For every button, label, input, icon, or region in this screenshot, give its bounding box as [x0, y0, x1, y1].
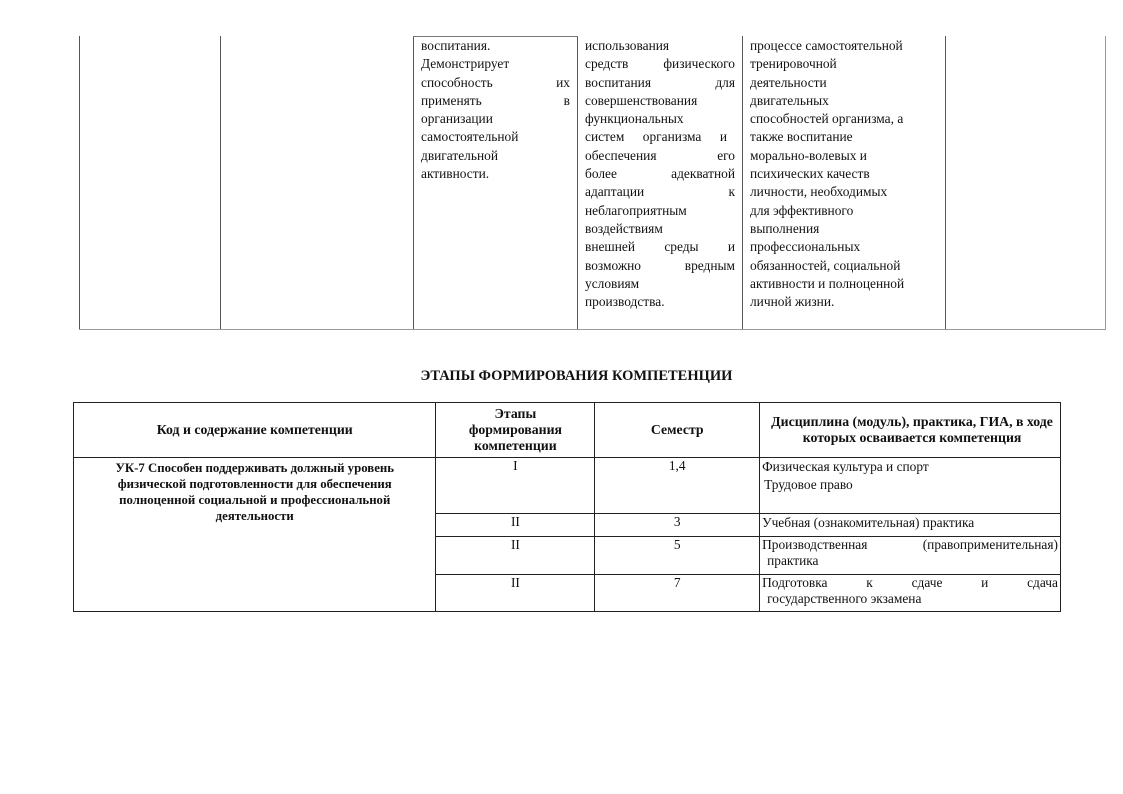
- text-line: двигательной: [421, 147, 499, 163]
- text-line: воздействиям: [585, 220, 663, 236]
- cell-demonstrates-ability: [421, 37, 570, 183]
- text-line: личной жизни.: [750, 294, 835, 310]
- word: возможно: [585, 257, 641, 273]
- semester-cell: 1,4: [595, 458, 760, 514]
- stage-cell: I: [436, 458, 595, 514]
- word: к: [866, 575, 873, 590]
- text-line: тренировочной: [750, 56, 837, 72]
- text-line: выполнения: [750, 220, 820, 236]
- header-semester: Семестр: [595, 403, 760, 458]
- competence-stages-table: [73, 402, 1061, 612]
- word: физического: [663, 56, 735, 72]
- discipline-cell: [760, 458, 1061, 514]
- word: к: [728, 184, 735, 200]
- word: его: [717, 147, 735, 163]
- cell-use-of-means: [585, 37, 735, 311]
- text-line: [585, 128, 727, 146]
- word: и: [727, 239, 735, 255]
- stage-cell: II: [436, 514, 595, 537]
- column-divider-2: [413, 36, 414, 329]
- word: Производственная: [762, 537, 868, 552]
- word: Подготовка: [762, 575, 828, 590]
- text-line: самостоятельной: [421, 129, 519, 145]
- text-line: совершенствования: [585, 92, 698, 108]
- text-line: [585, 238, 735, 256]
- text-line: двигательных: [750, 92, 829, 108]
- text-line: производства.: [585, 294, 665, 310]
- text-line: активности.: [421, 166, 490, 182]
- word: применять: [421, 92, 482, 108]
- text-line: воспитания.: [421, 38, 491, 53]
- semester-cell: 5: [595, 537, 760, 575]
- text-line: [585, 257, 735, 275]
- text-line: Демонстрирует: [421, 56, 510, 72]
- text-line: также воспитание: [750, 129, 853, 145]
- text-line: использования: [585, 38, 670, 53]
- word: их: [556, 74, 570, 90]
- text-line: [585, 147, 735, 165]
- column-divider-1: [220, 36, 221, 329]
- word: средств: [585, 56, 629, 72]
- stage-cell: II: [436, 575, 595, 612]
- word: среды: [664, 239, 699, 255]
- discipline-line: [762, 537, 1058, 553]
- text-line: личности, необходимых: [750, 184, 888, 200]
- text-line: морально-волевых и: [750, 147, 867, 163]
- table-row: [74, 458, 1061, 514]
- discipline-cell: [760, 575, 1061, 612]
- word: систем: [585, 129, 625, 145]
- table-border-right: [1105, 36, 1106, 329]
- word: сдаче: [911, 575, 943, 590]
- header-discipline: Дисциплина (модуль), практика, ГИА, в ходе которых осваивается компетенция: [760, 403, 1061, 458]
- word: сдача: [1027, 575, 1058, 590]
- text-line: организации: [421, 111, 493, 127]
- word: для: [715, 74, 735, 90]
- discipline-line: практика: [767, 553, 819, 568]
- section-title: ЭТАПЫ ФОРМИРОВАНИЯ КОМПЕТЕНЦИИ: [420, 368, 733, 384]
- text-line: деятельности: [750, 74, 827, 90]
- discipline-item: Физическая культура и спорт: [762, 459, 929, 474]
- discipline-line: [762, 575, 1058, 591]
- text-line: способностей организма, а: [750, 111, 904, 127]
- header-code: Код и содержание компетенции: [74, 403, 436, 458]
- header-stages: Этапы формирования компетенции: [436, 403, 595, 458]
- discipline-line: государственного экзамена: [767, 591, 922, 606]
- table-border-left: [79, 36, 80, 329]
- word: способность: [421, 74, 493, 90]
- word: и: [981, 575, 989, 590]
- text-line: [585, 74, 735, 92]
- word: обеспечения: [585, 147, 657, 163]
- semester-cell: 3: [595, 514, 760, 537]
- text-line: функциональных: [585, 111, 684, 127]
- word: адаптации: [585, 184, 645, 200]
- text-line: [585, 165, 735, 183]
- cell-process-of-training: [750, 37, 940, 311]
- text-line: процессе самостоятельной: [750, 38, 903, 53]
- table-header-row: [74, 403, 1061, 458]
- semester-cell: 7: [595, 575, 760, 612]
- discipline-cell: Учебная (ознакомительная) практика: [760, 514, 1061, 537]
- word: и: [719, 129, 727, 145]
- column-divider-3: [577, 36, 578, 329]
- column-divider-4: [742, 36, 743, 329]
- word: вредным: [684, 257, 735, 273]
- text-line: психических качеств: [750, 166, 870, 182]
- text-line: активности и полноценной: [750, 275, 905, 291]
- word: более: [585, 166, 617, 182]
- discipline-cell: [760, 537, 1061, 575]
- text-line: [585, 183, 735, 201]
- text-line: [421, 74, 570, 92]
- word: воспитания: [585, 74, 651, 90]
- table-border-bottom: [79, 329, 1106, 330]
- word: организма: [642, 129, 702, 145]
- text-line: условиям: [585, 275, 640, 291]
- word: (правоприменительная): [922, 537, 1058, 552]
- discipline-item: Трудовое право: [764, 477, 853, 492]
- text-line: неблагоприятным: [585, 202, 687, 218]
- text-line: [585, 55, 735, 73]
- word: внешней: [585, 239, 636, 255]
- word: адекватной: [671, 166, 735, 182]
- stage-cell: II: [436, 537, 595, 575]
- text-line: профессиональных: [750, 239, 861, 255]
- text-line: обязанностей, социальной: [750, 257, 901, 273]
- word: в: [563, 92, 570, 108]
- competence-description: УК-7 Способен поддерживать должный уровень физической подготовленности для обеспечения полноценной социальной и профессиональной деятельности: [74, 458, 436, 612]
- column-divider-5: [945, 36, 946, 329]
- text-line: [421, 92, 570, 110]
- text-line: для эффективного: [750, 202, 854, 218]
